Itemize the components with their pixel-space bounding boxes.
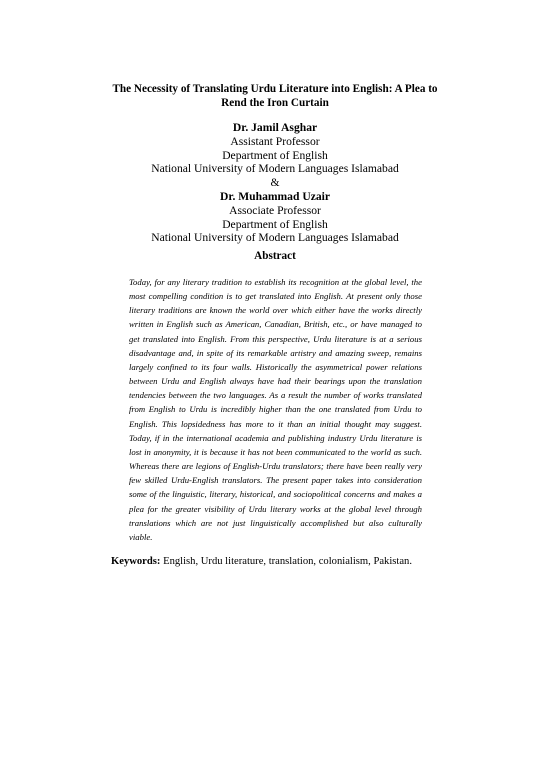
author-separator: & (270, 176, 280, 190)
abstract-heading: Abstract (254, 250, 296, 262)
author-1-position: Assistant Professor (230, 134, 320, 148)
keywords-list: English, Urdu literature, translation, colonialism, Pakistan. (163, 556, 413, 567)
author-1-institution: National University of Modern Languages Islamabad (151, 162, 399, 176)
paper-title: The Necessity of Translating Urdu Literature into English: A Plea to Rend the Iron Curtain (112, 83, 438, 109)
keywords-label: Keywords: (111, 556, 161, 567)
keywords-line (111, 556, 441, 567)
author-block (0, 121, 550, 245)
author-2-institution: National University of Modern Languages Islamabad (151, 231, 399, 245)
author-1-department: Department of English (222, 148, 328, 162)
author-2-position: Associate Professor (229, 203, 321, 217)
author-1-name: Dr. Jamil Asghar (232, 121, 318, 134)
author-2-department: Department of English (222, 217, 328, 231)
author-2-name: Dr. Muhammad Uzair (219, 189, 331, 203)
abstract-text: Today, for any literary tradition to establish its recognition at the global level, the most compelling condition is to get translated into English. At present only those literary traditions are known the world over which either have the works directly written in English such as American, Canadian, British, etc., or have managed to get translated into English. From this perspective, Urdu literature is at a serious disadvantage and, in spite of its remarkable artistry and amazing sweep, remains largely confined to its four walls. Historically the asymmetrical power relations between Urdu and English always have had their bearings upon the translation tendencies between the two languages. As a result the number of works translated from English to Urdu is incredibly higher than the one translated from Urdu to English. This lopsidedness has more to it than an initial thought may suggest. Today, if in the international academia and publishing industry Urdu literature is lost in anonymity, it is because it has not been communicated to the world as such. Whereas there are legions of English-Urdu translators; there have been really very few skilled Urdu-English translators. The present paper takes into consideration some of the linguistic, literary, historical, and sociopolitical concerns and makes a plea for the greater visibility of Urdu literary works at the global level through translations which are not just linguistically accomplished but also culturally viable. (129, 277, 422, 542)
